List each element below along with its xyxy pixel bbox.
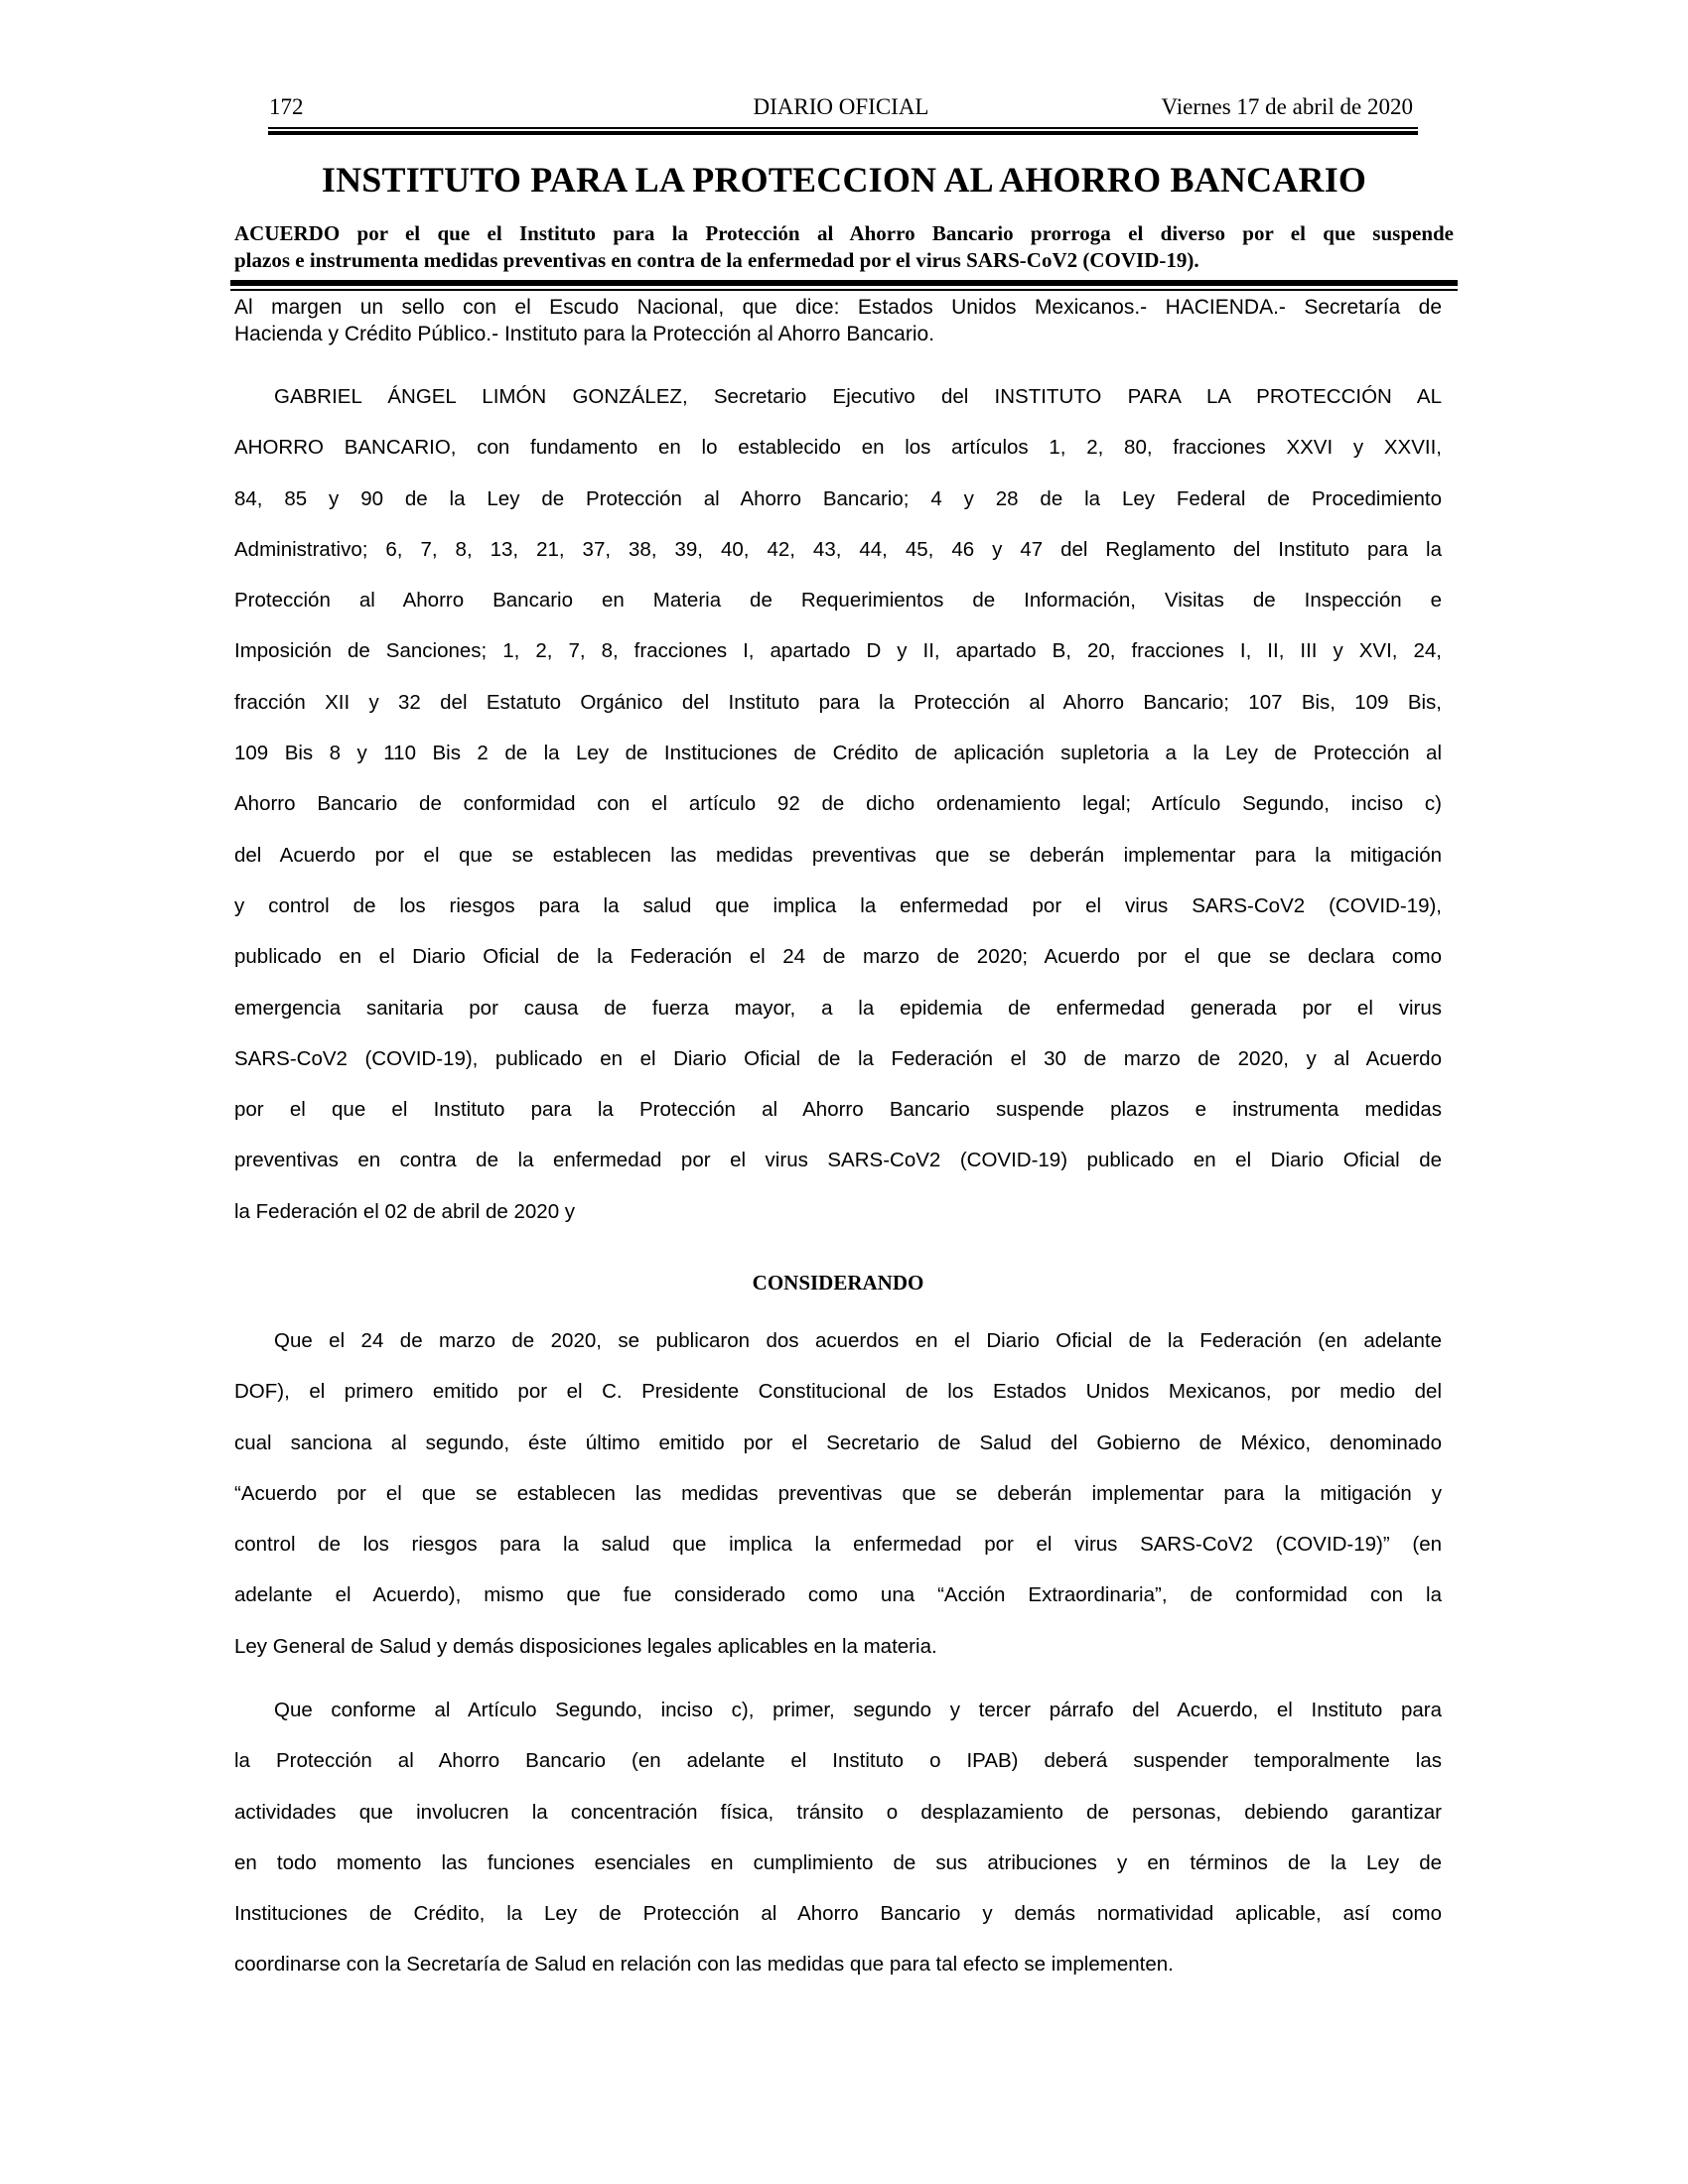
paragraph-line: GABRIEL ÁNGEL LIMÓN GONZÁLEZ, Secretario Ejecutivo del INSTITUTO PARA LA PROTECCIÓN AL (274, 385, 1442, 408)
paragraph-line: cual sanciona al segundo, éste último emitido por el Secretario de Salud del Gobierno de México, denominado (234, 1431, 1442, 1454)
paragraph-line: Ahorro Bancario de conformidad con el artículo 92 de dicho ordenamiento legal; Artículo Segundo, inciso c) (234, 792, 1442, 816)
paragraph-line: emergencia sanitaria por causa de fuerza mayor, a la epidemia de enfermedad generada por el virus (234, 996, 1442, 1020)
document-summary (234, 220, 1454, 274)
summary-rule-thin (230, 289, 1458, 291)
header-rule-thin (268, 127, 1418, 129)
paragraph-line: Que conforme al Artículo Segundo, inciso c), primer, segundo y tercer párrafo del Acuerdo, el Instituto para (274, 1699, 1442, 1721)
paragraph-line: la Federación el 02 de abril de 2020 y (234, 1199, 576, 1223)
running-header (269, 92, 1413, 122)
summary-rule-thick (230, 280, 1458, 286)
paragraph-line: 84, 85 y 90 de la Ley de Protección al Ahorro Bancario; 4 y 28 de la Ley Federal de Procedimiento (234, 486, 1442, 510)
page-number: 172 (269, 94, 304, 119)
preamble-paragraph (234, 371, 1442, 1237)
paragraph-line: 109 Bis 8 y 110 Bis 2 de la Ley de Instituciones de Crédito de aplicación supletoria a la Ley de Protección al (234, 742, 1442, 765)
margin-note (234, 294, 1442, 347)
summary-line: plazos e instrumenta medidas preventivas en contra de la enfermedad por el virus SARS-CoV2 (COVID-19). (234, 248, 1199, 272)
paragraph-line: actividades que involucren la concentración física, tránsito o desplazamiento de personas, debiendo garantizar (234, 1800, 1442, 1824)
paragraph-line: por el que el Instituto para la Protección al Ahorro Bancario suspende plazos e instrumenta medidas (234, 1098, 1442, 1122)
paragraph-line: Imposición de Sanciones; 1, 2, 7, 8, fracciones I, apartado D y II, apartado B, 20, fracciones I, II, III y XVI, 24, (234, 639, 1442, 663)
publication-date: Viernes 17 de abril de 2020 (1161, 94, 1413, 119)
publication-name: DIARIO OFICIAL (753, 94, 929, 119)
paragraph-line: Protección al Ahorro Bancario en Materia de Requerimientos de Información, Visitas de Inspección e (234, 589, 1442, 613)
paragraph-line: publicado en el Diario Oficial de la Federación el 24 de marzo de 2020; Acuerdo por el que se declara como (234, 945, 1442, 969)
paragraph-line: control de los riesgos para la salud que implica la enfermedad por el virus SARS-CoV2 (COVID-19)” (en (234, 1533, 1442, 1557)
paragraph-line: y control de los riesgos para la salud que implica la enfermedad por el virus SARS-CoV2 (COVID-19), (234, 893, 1442, 917)
paragraph-line: Administrativo; 6, 7, 8, 13, 21, 37, 38, 39, 40, 42, 43, 44, 45, 46 y 47 del Reglamento del Instituto para la (234, 537, 1442, 561)
paragraph-line: fracción XII y 32 del Estatuto Orgánico del Instituto para la Protección al Ahorro Bancario; 107 Bis, 109 Bis, (234, 690, 1442, 714)
header-rule-thick (268, 131, 1418, 135)
paragraph-line: del Acuerdo por el que se establecen las medidas preventivas que se deberán implementar para la mitigación (234, 843, 1442, 867)
considerando-paragraph-1 (234, 1315, 1442, 1672)
margin-note-line: Al margen un sello con el Escudo Nacional, que dice: Estados Unidos Mexicanos.- HACIENDA.- Secretaría de (234, 296, 1442, 319)
considerando-heading: CONSIDERANDO (752, 1271, 924, 1295)
paragraph-line: Instituciones de Crédito, la Ley de Protección al Ahorro Bancario y demás normatividad aplicable, así como (234, 1902, 1442, 1926)
summary-line: ACUERDO por el que el Instituto para la Protección al Ahorro Bancario prorroga el diverso por el que suspende (234, 221, 1454, 245)
paragraph-line: en todo momento las funciones esenciales en cumplimiento de sus atribuciones y en términos de la Ley de (234, 1850, 1442, 1874)
paragraph-line: “Acuerdo por el que se establecen las medidas preventivas que se deberán implementar para la mitigación y (234, 1481, 1442, 1505)
paragraph-line: DOF), el primero emitido por el C. Presidente Constitucional de los Estados Unidos Mexicanos, por medio del (234, 1380, 1442, 1404)
paragraph-line: la Protección al Ahorro Bancario (en adelante el Instituto o IPAB) deberá suspender temporalmente las (234, 1749, 1442, 1773)
paragraph-line: AHORRO BANCARIO, con fundamento en lo establecido en los artículos 1, 2, 80, fracciones XXVI y XXVII, (234, 436, 1442, 460)
considerando-paragraph-2 (234, 1685, 1442, 1990)
margin-note-line: Hacienda y Crédito Público.- Instituto para la Protección al Ahorro Bancario. (234, 323, 935, 345)
section-title: INSTITUTO PARA LA PROTECCION AL AHORRO BANCARIO (321, 160, 1367, 200)
paragraph-line: Que el 24 de marzo de 2020, se publicaron dos acuerdos en el Diario Oficial de la Federación (en adelante (274, 1329, 1442, 1352)
paragraph-line: coordinarse con la Secretaría de Salud en relación con las medidas que para tal efecto se implementen. (234, 1953, 1174, 1977)
paragraph-line: Ley General de Salud y demás disposiciones legales aplicables en la materia. (234, 1634, 937, 1658)
paragraph-line: adelante el Acuerdo), mismo que fue considerado como una “Acción Extraordinaria”, de conformidad con la (234, 1583, 1442, 1607)
paragraph-line: preventivas en contra de la enfermedad por el virus SARS-CoV2 (COVID-19) publicado en el Diario Oficial de (234, 1149, 1442, 1172)
paragraph-line: SARS-CoV2 (COVID-19), publicado en el Diario Oficial de la Federación el 30 de marzo de 2020, y al Acuerdo (234, 1046, 1442, 1070)
